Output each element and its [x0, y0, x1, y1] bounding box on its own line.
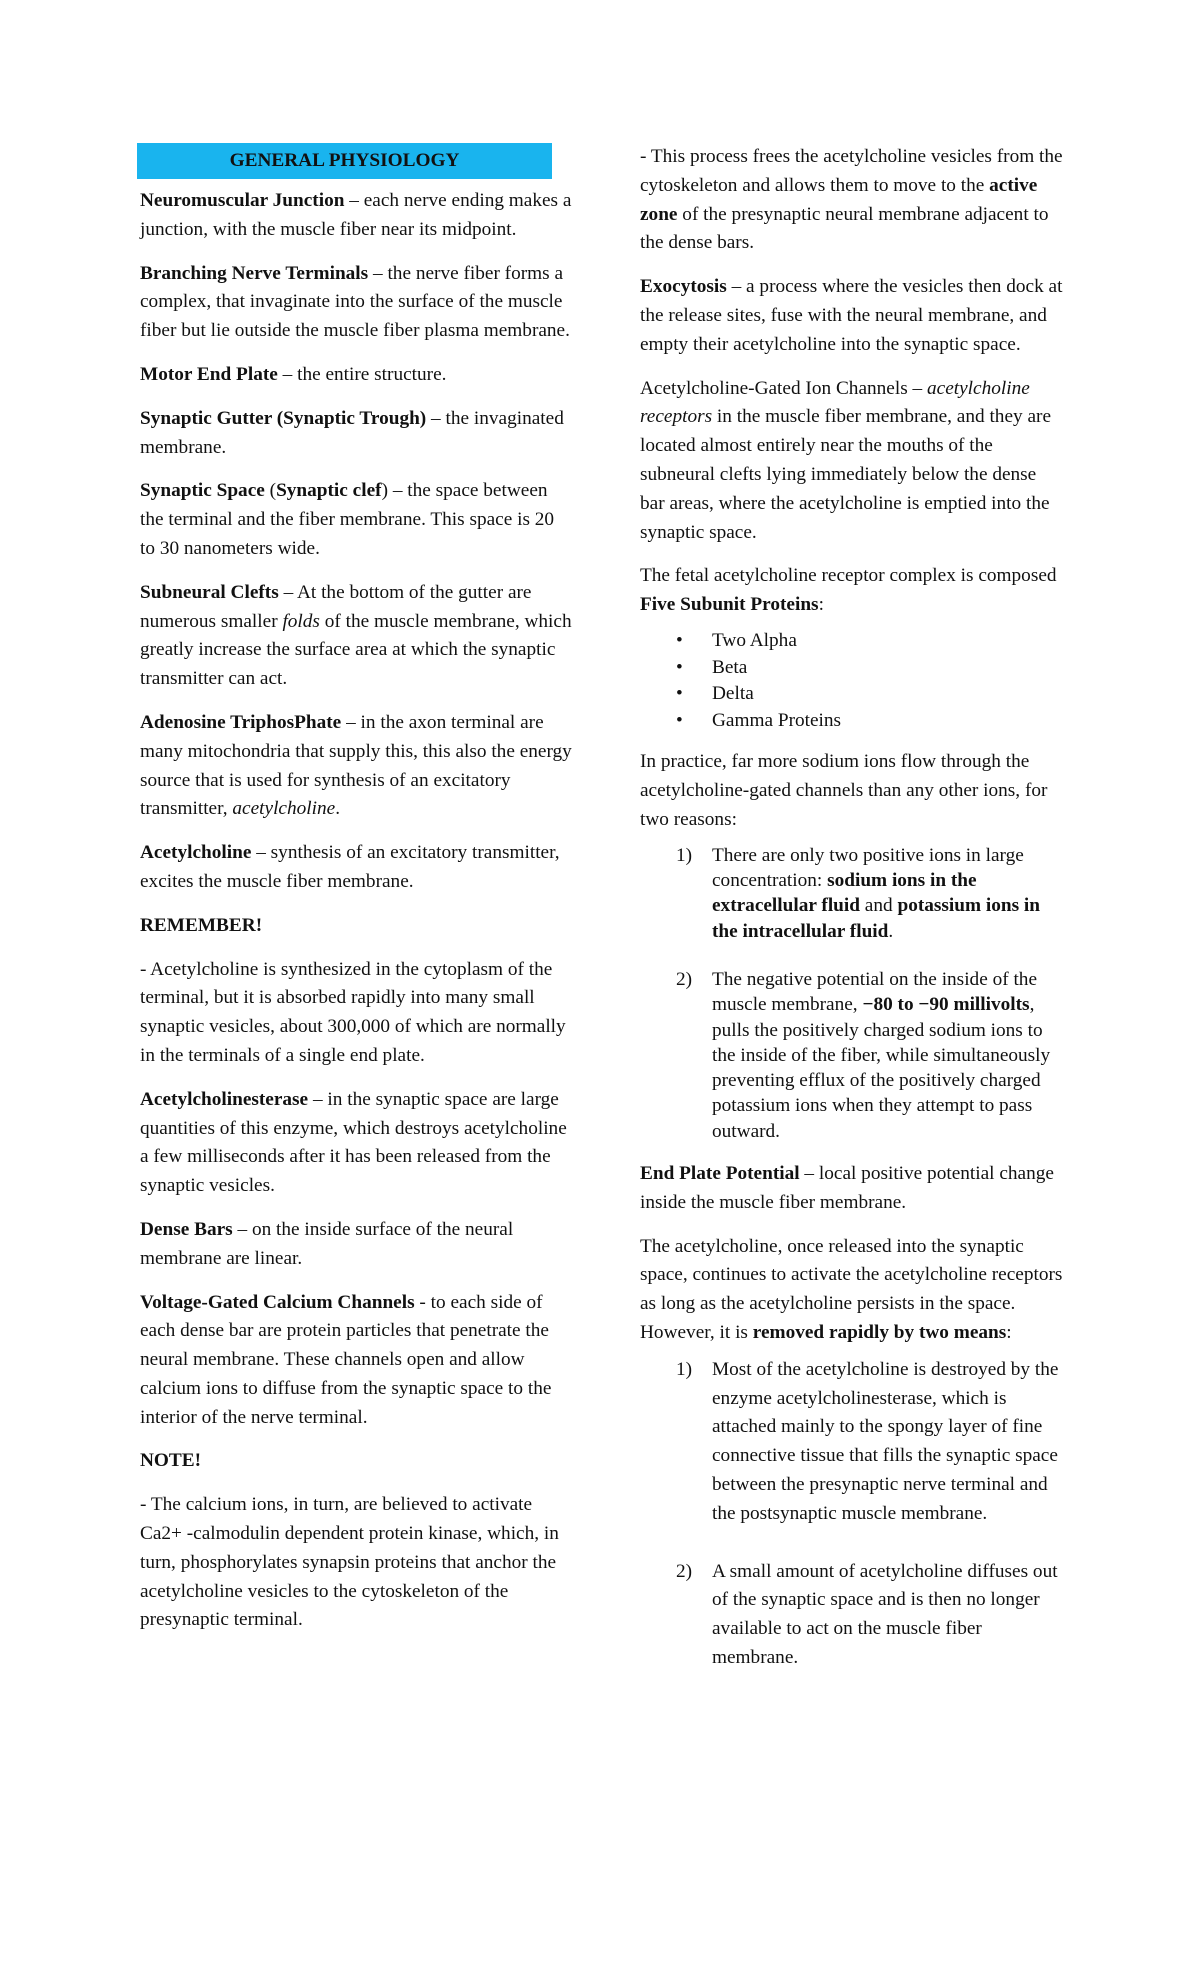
- paragraph-note: - The calcium ions, in turn, are believed to activate Ca2+ -calmodulin dependent protein kinase, which, in turn, phosphorylates synapsin proteins that anchor the acetylcholine vesicles to the cytoskeleton of the presynaptic terminal.: [140, 1494, 559, 1631]
- paragraph-adenosine-triphosphate: Adenosine TriphosPhate – in the axon terminal are many mitochondria that supply this, this also the energy source that is used for synthesis of an excitatory transmitter, acetylcholine.: [140, 711, 572, 820]
- section-title: GENERAL PHYSIOLOGY: [229, 150, 460, 171]
- term: Adenosine TriphosPhate: [140, 711, 342, 733]
- means-list: [640, 1356, 1065, 1673]
- term: End Plate Potential: [640, 1162, 800, 1184]
- term: Synaptic Gutter (Synaptic Trough): [140, 407, 427, 429]
- paragraph-remember: - Acetylcholine is synthesized in the cytoplasm of the terminal, but it is absorbed rapidly into many small synaptic vesicles, about 300,000 of which are normally in the terminals of a single end plate.: [140, 958, 566, 1066]
- term: Acetylcholinesterase: [140, 1088, 309, 1110]
- paragraph-synaptic-gutter: Synaptic Gutter (Synaptic Trough) – the invaginated membrane.: [140, 407, 564, 458]
- list-item: 2) A small amount of acetylcholine diffuses out of the synaptic space and is then no longer available to act on the muscle fiber membrane.: [676, 1560, 1058, 1668]
- list-item: 2) The negative potential on the inside of the muscle membrane, −80 to −90 millivolts, pulls the positively charged sodium ions to the inside of the fiber, while simultaneously preventing efflux of the positively charged potassium ions when they attempt to pass outward.: [676, 968, 1051, 1142]
- paragraph-motor-end-plate: Motor End Plate – the entire structure.: [140, 363, 447, 385]
- bullet-icon: •: [676, 629, 683, 651]
- paragraph-fetal-receptor: The fetal acetylcholine receptor complex is composed Five Subunit Proteins:: [640, 565, 1057, 616]
- reasons-list: [640, 843, 1065, 1144]
- list-item: 1) Most of the acetylcholine is destroyed by the enzyme acetylcholinesterase, which is attached mainly to the spongy layer of fine connective tissue that fills the synaptic space between the presynaptic nerve terminal and the postsynaptic muscle membrane.: [676, 1358, 1059, 1524]
- bullet-icon: •: [676, 683, 683, 705]
- subunit-list: [640, 628, 1065, 734]
- term: Voltage-Gated Calcium Channels: [140, 1291, 415, 1313]
- list-item: • Delta: [640, 681, 1065, 708]
- term: Exocytosis: [640, 276, 727, 298]
- term: Dense Bars: [140, 1218, 233, 1240]
- paragraph-removed-rapidly: The acetylcholine, once released into the synaptic space, continues to activate the acetylcholine receptors as long as the acetylcholine persists in the space. However, it is removed rapidly by two means:: [640, 1235, 1063, 1343]
- paragraph-exocytosis: Exocytosis – a process where the vesicles then dock at the release sites, fuse with the neural membrane, and empty their acetylcholine into the synaptic space.: [640, 276, 1063, 355]
- paragraph-voltage-gated-calcium-channels: Voltage-Gated Calcium Channels - to each side of each dense bar are protein particles that penetrate the neural membrane. These channels open and allow calcium ions to diffuse from the synaptic space to the interior of the nerve terminal.: [140, 1291, 552, 1428]
- paragraph-in-practice: In practice, far more sodium ions flow through the acetylcholine-gated channels than any other ions, for two reasons:: [640, 751, 1048, 830]
- paragraph-neuromuscular-junction: Neuromuscular Junction – each nerve ending makes a junction, with the muscle fiber near its midpoint.: [140, 190, 572, 240]
- right-column: [640, 143, 1065, 1689]
- left-column: [140, 143, 572, 1650]
- note-heading: NOTE!: [140, 1450, 202, 1472]
- paragraph-acetylcholinesterase: Acetylcholinesterase – in the synaptic space are large quantities of this enzyme, which destroys acetylcholine a few milliseconds after it has been released from the synaptic vesicles.: [140, 1088, 567, 1197]
- term: Synaptic Space: [140, 480, 265, 502]
- paragraph-dense-bars: Dense Bars – on the inside surface of the neural membrane are linear.: [140, 1218, 514, 1269]
- paragraph-acetylcholine-gated-channels: Acetylcholine-Gated Ion Channels – acetylcholine receptors in the muscle fiber membrane, and they are located almost entirely near the mouths of the subneural clefts lying immediately below the dense bar areas, where the acetylcholine is emptied into the synaptic space.: [640, 377, 1051, 543]
- term: Subneural Clefts: [140, 581, 279, 603]
- paragraph-synaptic-space: Synaptic Space (Synaptic clef) – the space between the terminal and the fiber membrane. This space is 20 to 30 nanometers wide.: [140, 480, 555, 559]
- paragraph-acetylcholine: Acetylcholine – synthesis of an excitatory transmitter, excites the muscle fiber membrane.: [140, 842, 560, 892]
- paragraph-process: - This process frees the acetylcholine vesicles from the cytoskeleton and allows them to move to the active zone of the presynaptic neural membrane adjacent to the dense bars.: [640, 146, 1063, 254]
- paragraph-end-plate-potential: End Plate Potential – local positive potential change inside the muscle fiber membrane.: [640, 1162, 1054, 1213]
- list-item: 1) There are only two positive ions in large concentration: sodium ions in the extracellular fluid and potassium ions in the intracellular fluid.: [676, 844, 1040, 942]
- list-item: • Beta: [640, 655, 1065, 682]
- term: Branching Nerve Terminals: [140, 262, 369, 284]
- list-item: • Two Alpha: [640, 628, 1065, 655]
- remember-heading: REMEMBER!: [140, 914, 263, 936]
- term: Synaptic clef: [276, 480, 382, 502]
- term: Motor End Plate: [140, 363, 278, 385]
- list-item: • Gamma Proteins: [640, 708, 1065, 735]
- bullet-icon: •: [676, 656, 683, 678]
- term: Neuromuscular Junction: [140, 190, 345, 211]
- term: Acetylcholine: [140, 842, 252, 864]
- bullet-icon: •: [676, 709, 683, 731]
- paragraph-subneural-clefts: Subneural Clefts – At the bottom of the gutter are numerous smaller folds of the muscle membrane, which greatly increase the surface area at which the synaptic transmitter can act.: [140, 581, 572, 690]
- paragraph-branching-nerve-terminals: Branching Nerve Terminals – the nerve fiber forms a complex, that invaginate into the surface of the muscle fiber but lie outside the muscle fiber plasma membrane.: [140, 262, 570, 342]
- section-header: [137, 143, 552, 179]
